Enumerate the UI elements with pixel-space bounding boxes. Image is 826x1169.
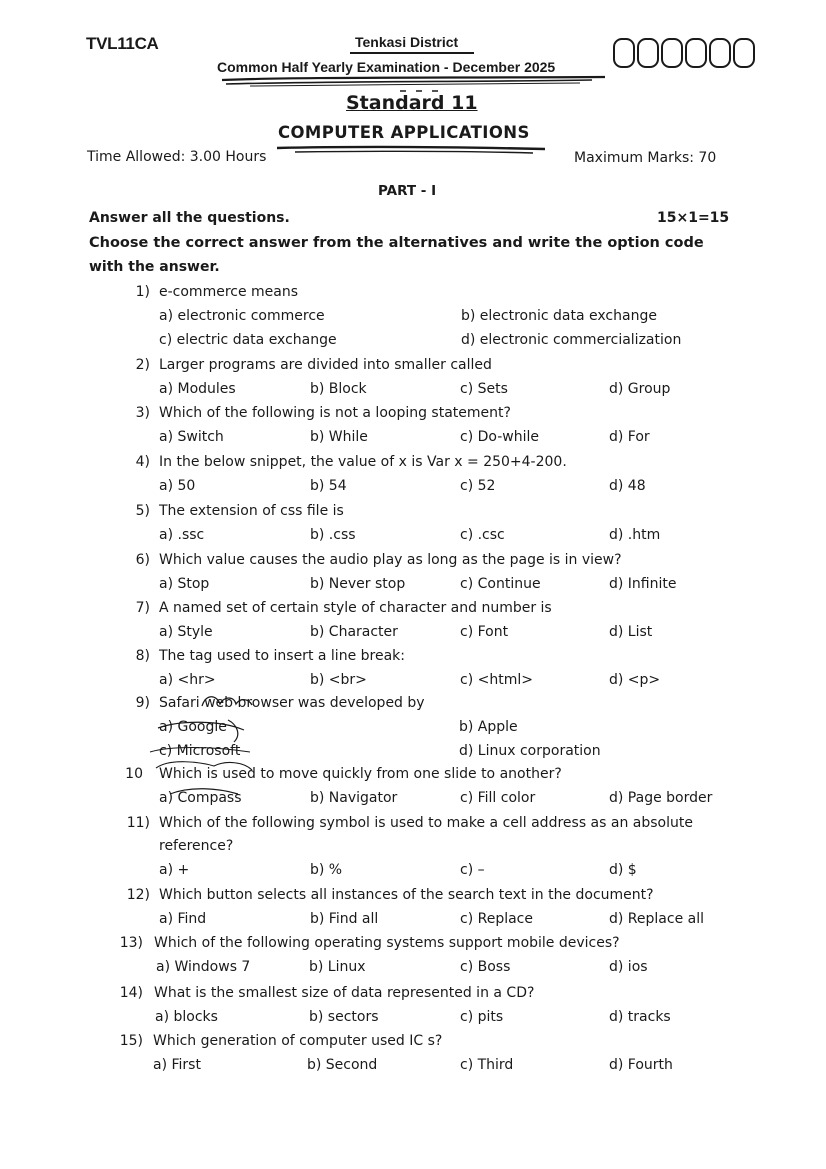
question-number: 9) [135, 695, 150, 711]
answer-option: d) ios [609, 959, 648, 975]
question-text: Which of the following symbol is used to make a cell address as an absolute [159, 815, 693, 831]
question-number: 13) [119, 935, 143, 951]
question-number: 1) [135, 284, 150, 300]
register-box[interactable] [685, 38, 707, 68]
instruction-line-3: with the answer. [89, 259, 220, 275]
answer-option: d) Group [609, 381, 671, 397]
question-text: Which generation of computer used IC s? [153, 1033, 443, 1049]
question-text: A named set of certain style of character and number is [159, 600, 552, 616]
answer-option: a) Modules [159, 381, 236, 397]
question-number: 3) [135, 405, 150, 421]
question-number: 15) [119, 1033, 143, 1049]
answer-option: c) – [460, 862, 485, 878]
question-text: What is the smallest size of data represented in a CD? [154, 985, 535, 1001]
answer-option: b) While [310, 429, 368, 445]
register-box[interactable] [709, 38, 731, 68]
exam-title: Common Half Yearly Examination - December 2025 [217, 59, 556, 75]
time-allowed: Time Allowed: 3.00 Hours [87, 149, 267, 165]
answer-option: b) Character [310, 624, 398, 640]
handwritten-scribble [140, 690, 290, 810]
answer-option: c) .csc [460, 527, 505, 543]
question-number: 8) [135, 648, 150, 664]
register-number-boxes [613, 38, 757, 68]
register-box[interactable] [733, 38, 755, 68]
answer-option: c) Third [460, 1057, 514, 1073]
question-text: Which value causes the audio play as long as the page is in view? [159, 552, 622, 568]
answer-option: a) + [159, 862, 190, 878]
part-title: PART - I [378, 183, 437, 199]
subject-scribble-underline [275, 143, 550, 157]
answer-option: a) Stop [159, 576, 210, 592]
question-number: 4) [135, 454, 150, 470]
question-text: Which button selects all instances of the search text in the document? [159, 887, 654, 903]
answer-option: d) Linux corporation [459, 743, 601, 759]
answer-option: a) blocks [155, 1009, 218, 1025]
question-text: The extension of css file is [159, 503, 344, 519]
question-text: Which is used to move quickly from one slide to another? [159, 766, 562, 782]
answer-option: b) <br> [310, 672, 367, 688]
answer-option: b) Never stop [310, 576, 406, 592]
answer-option: d) For [609, 429, 650, 445]
answer-option: b) 54 [310, 478, 347, 494]
question-number: 6) [135, 552, 150, 568]
question-number: 10 [125, 766, 143, 782]
answer-option: a) Style [159, 624, 213, 640]
question-text: e-commerce means [159, 284, 299, 300]
answer-option: c) pits [460, 1009, 504, 1025]
answer-option: a) .ssc [159, 527, 205, 543]
answer-option: c) Sets [460, 381, 508, 397]
answer-option: b) Block [310, 381, 367, 397]
question-text: The tag used to insert a line break: [159, 648, 405, 664]
question-text: Safari web browser was developed by [159, 695, 425, 711]
register-box[interactable] [637, 38, 659, 68]
answer-option: c) <html> [460, 672, 533, 688]
paper-code: TVL11CA [86, 34, 159, 53]
answer-option: d) electronic commercialization [461, 332, 682, 348]
answer-option: d) $ [609, 862, 637, 878]
answer-option: d) Replace all [609, 911, 704, 927]
answer-option: a) Find [159, 911, 207, 927]
answer-option: a) 50 [159, 478, 196, 494]
question-number: 7) [135, 600, 150, 616]
answer-option: d) 48 [609, 478, 646, 494]
question-number: 12) [126, 887, 150, 903]
instruction-line-2: Choose the correct answer from the alternatives and write the option code [89, 235, 704, 251]
answer-option: d) .htm [609, 527, 661, 543]
answer-option: b) .css [310, 527, 356, 543]
answer-option: b) sectors [309, 1009, 379, 1025]
question-text: Larger programs are divided into smaller called [159, 357, 492, 373]
answer-option: c) Fill color [460, 790, 536, 806]
question-number: 5) [135, 503, 150, 519]
question-text: In the below snippet, the value of x is Var x = 250+4-200. [159, 454, 567, 470]
answer-option: c) 52 [460, 478, 496, 494]
answer-option: c) Font [460, 624, 509, 640]
answer-option: d) List [609, 624, 653, 640]
answer-option: d) Page border [609, 790, 713, 806]
answer-option: b) Apple [459, 719, 518, 735]
standard-heading: Standard 11 [346, 92, 478, 114]
district-name: Tenkasi District [355, 34, 459, 50]
district-underline [350, 52, 474, 54]
answer-option: b) Find all [310, 911, 379, 927]
question-text-continued: reference? [159, 838, 234, 854]
register-box[interactable] [661, 38, 683, 68]
answer-option: d) Infinite [609, 576, 677, 592]
answer-option: d) tracks [609, 1009, 671, 1025]
answer-option: a) Switch [159, 429, 224, 445]
part-score: 15×1=15 [657, 210, 730, 226]
register-box[interactable] [613, 38, 635, 68]
answer-option: a) electronic commerce [159, 308, 325, 324]
answer-option: a) Compass [159, 790, 242, 806]
answer-option: c) Continue [460, 576, 541, 592]
question-text: Which of the following operating systems support mobile devices? [154, 935, 620, 951]
answer-option: c) Replace [460, 911, 533, 927]
answer-option: a) <hr> [159, 672, 216, 688]
answer-option: c) Do-while [460, 429, 539, 445]
answer-option: a) Windows 7 [156, 959, 251, 975]
maximum-marks: Maximum Marks: 70 [574, 150, 717, 166]
answer-option: b) Linux [309, 959, 366, 975]
answer-option: d) <p> [609, 672, 661, 688]
answer-option: a) First [153, 1057, 201, 1073]
answer-option: b) Navigator [310, 790, 398, 806]
answer-option: b) % [310, 862, 343, 878]
answer-option: c) Microsoft [159, 743, 241, 759]
answer-option: c) Boss [460, 959, 511, 975]
instruction: Answer all the questions. [89, 210, 290, 226]
answer-option: b) Second [307, 1057, 378, 1073]
question-text: Which of the following is not a looping statement? [159, 405, 511, 421]
answer-option: d) Fourth [609, 1057, 673, 1073]
answer-option: c) electric data exchange [159, 332, 337, 348]
question-number: 14) [119, 985, 143, 1001]
question-number: 2) [135, 357, 150, 373]
subject-heading: COMPUTER APPLICATIONS [278, 123, 530, 142]
question-number: 11) [126, 815, 150, 831]
answer-option: b) electronic data exchange [461, 308, 657, 324]
answer-option: a) Google [159, 719, 227, 735]
